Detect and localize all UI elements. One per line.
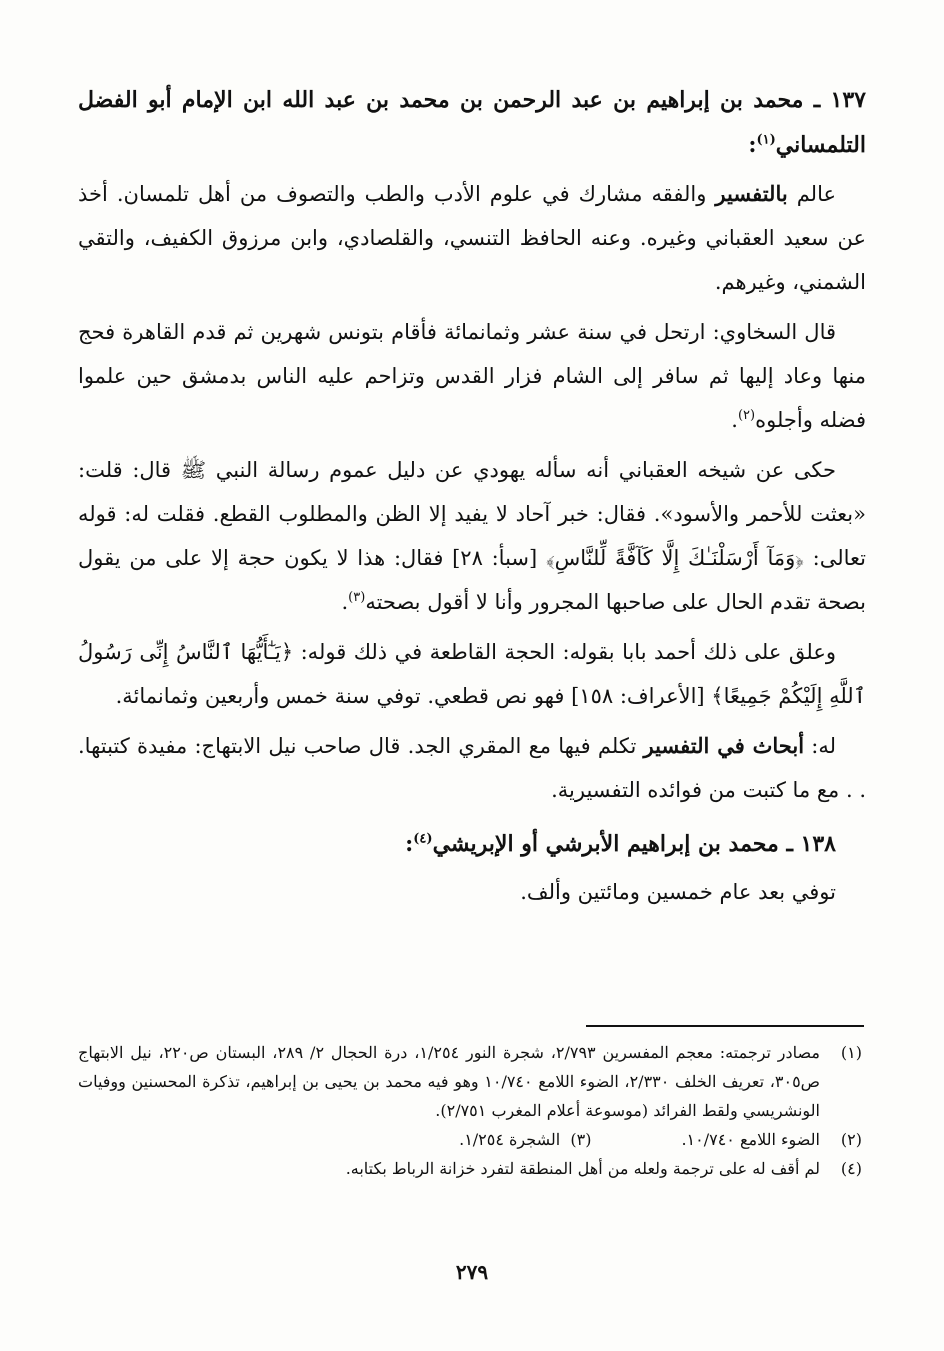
entry-138-heading-text: ١٣٨ ـ محمد بن إبراهيم الأبرشي أو الإبريشي	[432, 831, 836, 857]
footnote-number: (١)	[840, 1043, 862, 1062]
footnote-divider	[586, 1025, 864, 1027]
footnote-ref-2[interactable]: (٢)	[737, 408, 756, 423]
footnote-4	[78, 1154, 862, 1183]
paragraph-end: .	[731, 408, 738, 432]
footnote-ref-3[interactable]: (٣)	[348, 590, 366, 605]
footnote-number: (٣)	[570, 1130, 592, 1149]
bold-book-title: أبحاث في التفسير	[643, 733, 805, 758]
paragraph-text: والفقه مشارك في علوم الأدب والطب والتصوف من أهل تلمسان. أخذ عن سعيد العقباني وغيره. وعنه الحافظ التنسي، والقلصادي، وابن مرزوق الكفيف، والتقي الشمني، وغيرهم.	[78, 182, 866, 294]
bold-keyword: بالتفسير	[715, 181, 788, 206]
entry-137-heading	[78, 78, 866, 168]
paragraph-text: حكى عن شيخه العقباني أنه سأله يهودي عن دليل عموم رسالة النبي ﷺ قال: قلت: «بعثت للأحمر والأسود». فقال: خبر آحاد لا يفيد إلا الظن والمطلوب القطع. فقلت له: قوله تعالى: ﴿وَمَآ أَرْسَلْنَـٰكَ إِلَّا كَآفَّةً لِّلنَّاسِ﴾ [سبأ: ٢٨] فقال: هذا لا يكون حجة إلا على من يقول بصحة تقدم الحال على صاحبها المجرور وأنا لا أقول بصحته	[78, 458, 866, 614]
entry-137-paragraph-2	[78, 310, 866, 442]
footnote-number: (٤)	[840, 1159, 862, 1178]
heading-colon: :	[405, 831, 414, 857]
paragraph-text: قال السخاوي: ارتحل في سنة عشر وثمانمائة فأقام بتونس شهرين ثم قدم القاهرة فحج منها وعاد إليها ثم سافر إلى الشام فزار القدس وتزاحم عليه الناس بدمشق حين علموا فضله وأجلوه	[78, 320, 866, 432]
entry-138-paragraph-1	[78, 870, 866, 914]
footnote-text: الضوء اللامع ١٠/٧٤٠.	[681, 1130, 820, 1149]
footnote-text: الشجرة ١/٢٥٤.	[459, 1130, 561, 1149]
footnote-ref-4[interactable]: (٤)	[413, 831, 433, 847]
page-number: ٢٧٩	[455, 1260, 489, 1284]
footnote-text: لم أقف له على ترجمة ولعله من أهل المنطقة لتفرد خزانة الرباط بكتابه.	[345, 1159, 820, 1178]
heading-colon: :	[748, 132, 757, 158]
entry-138-heading	[78, 822, 866, 866]
footnote-pair	[459, 1125, 820, 1154]
footnote-number: (٢)	[840, 1130, 862, 1149]
entry-137-heading-text: ١٣٧ ـ محمد بن إبراهيم بن عبد الرحمن بن محمد بن عبد الله ابن الإمام أبو الفضل التلمساني	[78, 87, 866, 158]
footnote-ref-1[interactable]: (١)	[756, 132, 776, 148]
paragraph-text: تكلم فيها مع المقري الجد. قال صاحب نيل الابتهاج: مفيدة كتبتها. . . مع ما كتبت من فوائده التفسيرية.	[78, 734, 866, 802]
paragraph-text: توفي بعد عام خمسين ومائتين وألف.	[520, 880, 836, 904]
entry-137-paragraph-1	[78, 172, 866, 304]
footnote-text: مصادر ترجمته: معجم المفسرين ٢/٧٩٣، شجرة النور ١/٢٥٤، درة الحجال ٢/ ٢٨٩، البستان ص٢٢٠، نيل الابتهاج ص٣٠٥، تعريف الخلف ٢/٣٣٠، الضوء اللامع ١٠/٧٤٠ وهو فيه محمد بن يحيى بن إبراهيم، تذكرة المحسنين ووفيات الونشريسي ولقط الفرائد (موسوعة أعلام المغرب ٢/٧٥١).	[78, 1043, 821, 1120]
footnote-3	[459, 1125, 591, 1154]
entry-137-paragraph-5	[78, 724, 866, 812]
entry-137-paragraph-3	[78, 448, 866, 624]
paragraph-end: .	[341, 590, 349, 614]
paragraph-text: وعلق على ذلك أحمد بابا بقوله: الحجة القاطعة في ذلك قوله: ﴿يَـٰٓأَيُّهَا ٱلنَّاسُ إِنِّى رَسُولُ ٱللَّهِ إِلَيْكُمْ جَمِيعًا﴾ [الأعراف: ١٥٨] فهو نص قطعي. توفي سنة خمس وأربعين وثمانمائة.	[78, 640, 866, 708]
footnotes	[78, 1038, 862, 1183]
paragraph-text: عالم	[787, 182, 836, 206]
footnote-1	[78, 1038, 862, 1125]
footnote-2-3	[78, 1125, 862, 1154]
entry-137-paragraph-4	[78, 630, 866, 718]
paragraph-text: له:	[804, 734, 836, 758]
